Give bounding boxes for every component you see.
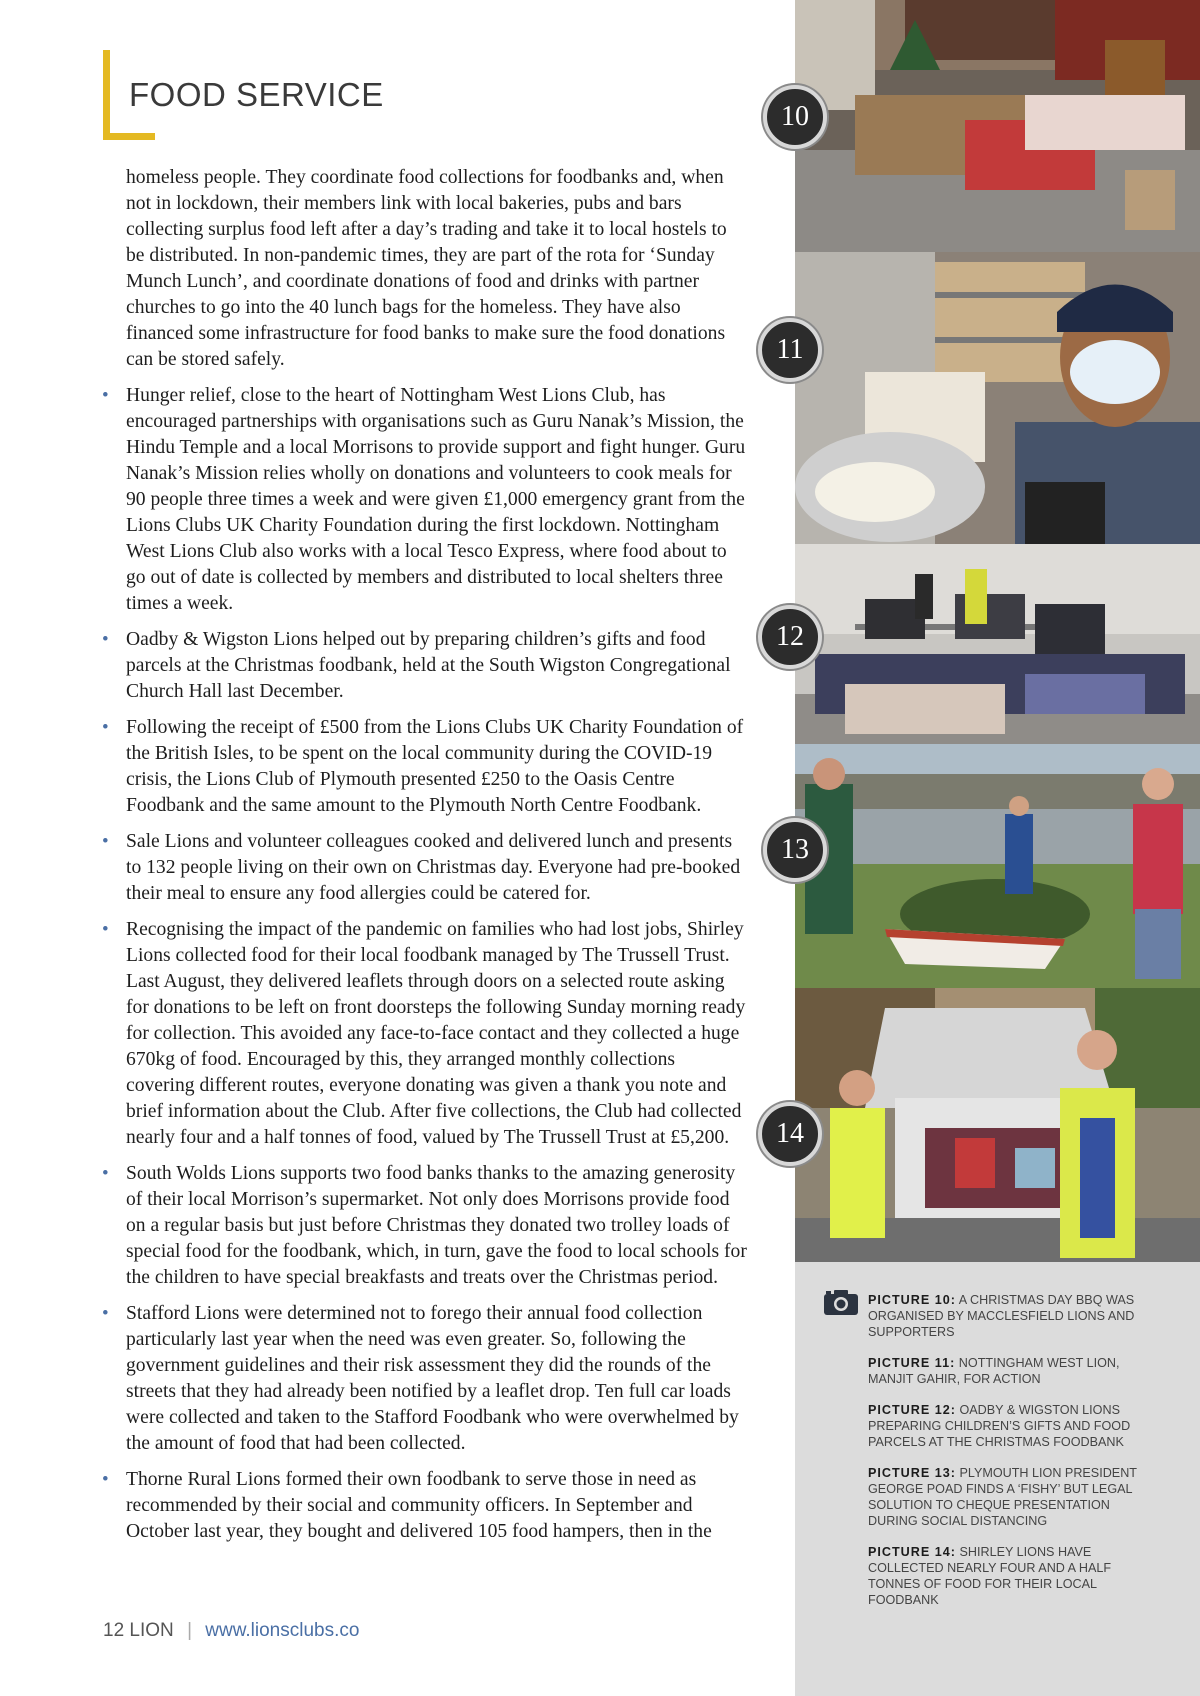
footer-url[interactable]: www.lionsclubs.co	[205, 1620, 360, 1641]
caption-14	[868, 1544, 1143, 1608]
photo-number-badge: 11	[758, 318, 822, 382]
list-item: • South Wolds Lions supports two food banks thanks to the amazing generosity of their local Morrison’s supermarket. Not only does Morrisons provide food on a regular basis but just before Christmas they donated two trolley loads of special food for the foodbank, which, in turn, gave the food to local schools for the children to have special breakfasts and treats over the Christmas period.	[126, 1161, 748, 1291]
magazine-name: LION	[129, 1620, 174, 1641]
caption-11	[868, 1355, 1143, 1387]
photo-10	[795, 0, 1200, 252]
caption-label: PICTURE 10:	[868, 1293, 956, 1307]
article-intro: homeless people. They coordinate food collections for foodbanks and, when not in lockdown, their members link with local bakeries, pubs and bars collecting surplus food left after a day’s trading and take it to local hostels to be distributed. In non-pandemic times, they are part of the rota for ‘Sunday Munch Lunch’, and coordinate donations of food and drinks with partner churches to go into the 40 lunch bags for the homeless. They have also financed some infrastructure for food banks to make sure the food donations can be stored safely.	[126, 167, 727, 370]
photo-number-badge: 14	[758, 1102, 822, 1166]
caption-label: PICTURE 12:	[868, 1403, 956, 1417]
caption-text: NOTTINGHAM WEST LION, MANJIT GAHIR, FOR ACTION	[868, 1356, 1120, 1386]
caption-text: SHIRLEY LIONS HAVE COLLECTED NEARLY FOUR AND A HALF TONNES OF FOOD FOR THEIR LOCAL FOODBANK	[868, 1545, 1112, 1607]
photo-14	[795, 988, 1200, 1262]
photo-13	[795, 744, 1200, 988]
list-item: • Hunger relief, close to the heart of Nottingham West Lions Club, has encouraged partnerships with organisations such as Guru Nanak’s Mission, the Hindu Temple and a local Morrisons to provide support and fight hunger. Guru Nanak’s Mission relies wholly on donations and volunteers to cook meals for 90 people three times a week and were given £1,000 emergency grant from the Lions Clubs UK Charity Foundation during the first lockdown. Nottingham West Lions Club also works with a local Tesco Express, where food about to go out of date is collected by members and distributed to local shelters three times a week.	[126, 383, 748, 617]
caption-10	[868, 1292, 1143, 1340]
list-item: • Following the receipt of £500 from the Lions Clubs UK Charity Foundation of the British Isles, to be spent on the local community during the COVID-19 crisis, the Lions Club of Plymouth presented £250 to the Oasis Centre Foodbank and the same amount to the Plymouth North Centre Foodbank.	[126, 715, 748, 819]
caption-text: A CHRISTMAS DAY BBQ WAS ORGANISED BY MACCLESFIELD LIONS AND SUPPORTERS	[868, 1293, 1135, 1339]
caption-label: PICTURE 14:	[868, 1545, 956, 1559]
caption-label: PICTURE 13:	[868, 1466, 956, 1480]
section-title: FOOD SERVICE	[129, 76, 384, 113]
list-item: • Sale Lions and volunteer colleagues cooked and delivered lunch and presents to 132 people living on their own on Christmas day. Everyone had pre-booked their meal to ensure any food allergies could be catered for.	[126, 829, 748, 907]
caption-text: OADBY & WIGSTON LIONS PREPARING CHILDREN’S GIFTS AND FOOD PARCELS AT THE CHRISTMAS FOODBANK	[868, 1403, 1131, 1449]
list-item: • Thorne Rural Lions formed their own foodbank to serve those in need as recommended by their social and community officers. In September and October last year, they bought and delivered 105 food hampers, then in the	[126, 1467, 748, 1545]
list-item: • Stafford Lions were determined not to forego their annual food collection particularly last year when the need was even greater. So, following the government guidelines and their risk assessment they did the rounds of the streets that they had already been notified by a leaflet drop. Ten full car loads were collected and taken to the Stafford Foodbank who were overwhelmed by the amount of food that had been collected.	[126, 1301, 748, 1457]
article-body	[126, 165, 748, 1555]
bullet-list	[126, 383, 748, 1545]
caption-13	[868, 1465, 1143, 1529]
footer-separator: |	[187, 1620, 192, 1641]
photo-number-badge: 13	[763, 818, 827, 882]
photo-number-badge: 12	[758, 605, 822, 669]
caption-label: PICTURE 11:	[868, 1356, 956, 1370]
list-item: • Oadby & Wigston Lions helped out by preparing children’s gifts and food parcels at the Christmas foodbank, held at the South Wigston Congregational Church Hall last December.	[126, 627, 748, 705]
caption-text: PLYMOUTH LION PRESIDENT GEORGE POAD FINDS A ‘FISHY’ BUT LEGAL SOLUTION TO CHEQUE PRESENTATION DURING SOCIAL DISTANCING	[868, 1466, 1137, 1528]
camera-icon	[823, 1288, 859, 1316]
caption-12	[868, 1402, 1143, 1450]
list-item: • Recognising the impact of the pandemic on families who had lost jobs, Shirley Lions collected food for their local foodbank managed by The Trussell Trust. Last August, they delivered leaflets through doors on a selected route asking for donations to be left on front doorsteps the following Sunday morning ready for collection. This avoided any face-to-face contact and they collected a huge 670kg of food. Encouraged by this, they arranged monthly collections covering different routes, everyone donating was given a thank you note and brief information about the Club. After five collections, the Club had collected nearly four and a half tonnes of food, valued by The Trussell Trust at £5,200.	[126, 917, 748, 1151]
page-number: 12	[103, 1620, 125, 1641]
photo-captions	[868, 1292, 1143, 1623]
page-footer	[103, 1620, 359, 1642]
photo-12	[795, 544, 1200, 744]
photo-number-badge: 10	[763, 85, 827, 149]
photo-11	[795, 252, 1200, 544]
